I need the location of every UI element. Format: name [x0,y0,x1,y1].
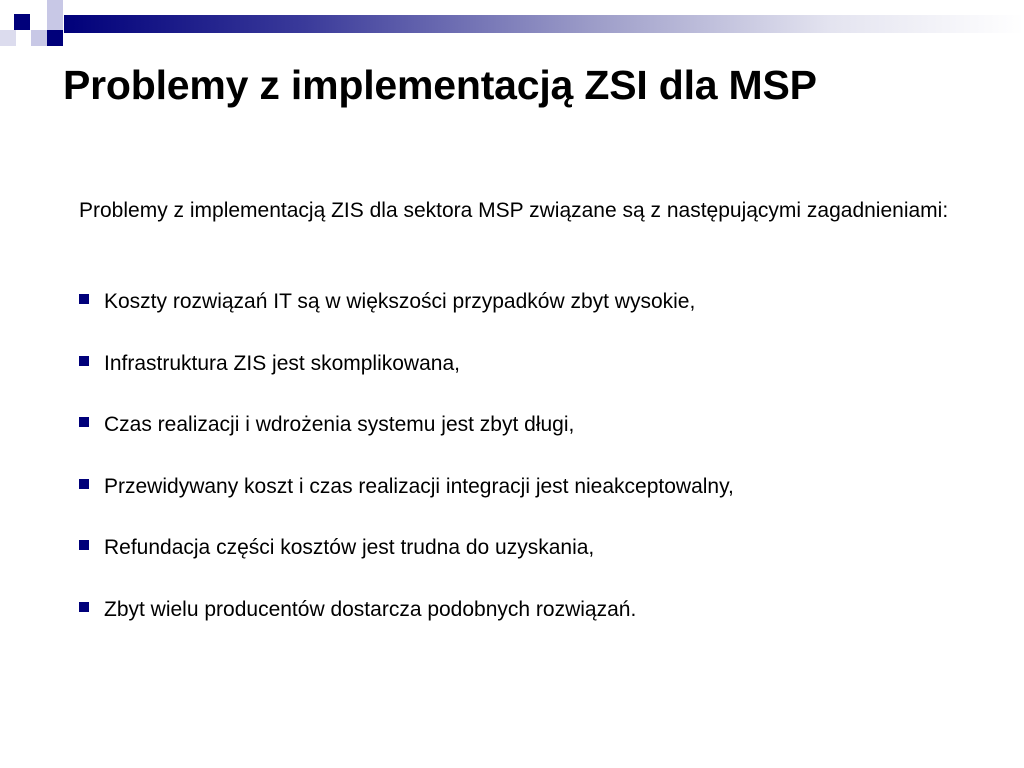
bullet-item [79,533,979,595]
square-bullet-icon [79,356,89,366]
bullet-text: Czas realizacji i wdrożenia systemu jest zbyt długi, [104,413,575,436]
decorative-square [0,30,16,46]
decorative-square [47,30,63,46]
bullet-text: Zbyt wielu producentów dostarcza podobnych rozwiązań. [104,597,637,621]
bullet-text: Koszty rozwiązań IT są w większości przypadków zbyt wysokie, [104,290,696,313]
decorative-square [47,14,63,30]
square-bullet-icon [79,417,89,427]
square-bullet-icon [79,602,89,612]
bullet-item [79,595,979,657]
decorative-square [31,30,47,46]
bullet-text: Infrastruktura ZIS jest skomplikowana, [104,351,460,375]
bullet-item [79,349,979,411]
slide-title: Problemy z implementacją ZSI dla MSP [63,62,817,108]
square-bullet-icon [79,479,89,489]
bullet-text: Refundacja części kosztów jest trudna do uzyskania, [104,536,595,559]
bullet-item [79,472,979,534]
square-bullet-icon [79,540,89,550]
bullet-text: Przewidywany koszt i czas realizacji integracji jest nieakceptowalny, [104,474,734,498]
bullet-list [79,287,979,656]
decorative-square [14,14,30,30]
square-bullet-icon [79,294,89,304]
bullet-item [79,287,979,349]
intro-paragraph: Problemy z implementacją ZIS dla sektora MSP związane są z następującymi zagadnieniami: [79,199,949,222]
gradient-bar [64,15,1024,33]
bullet-item [79,410,979,472]
